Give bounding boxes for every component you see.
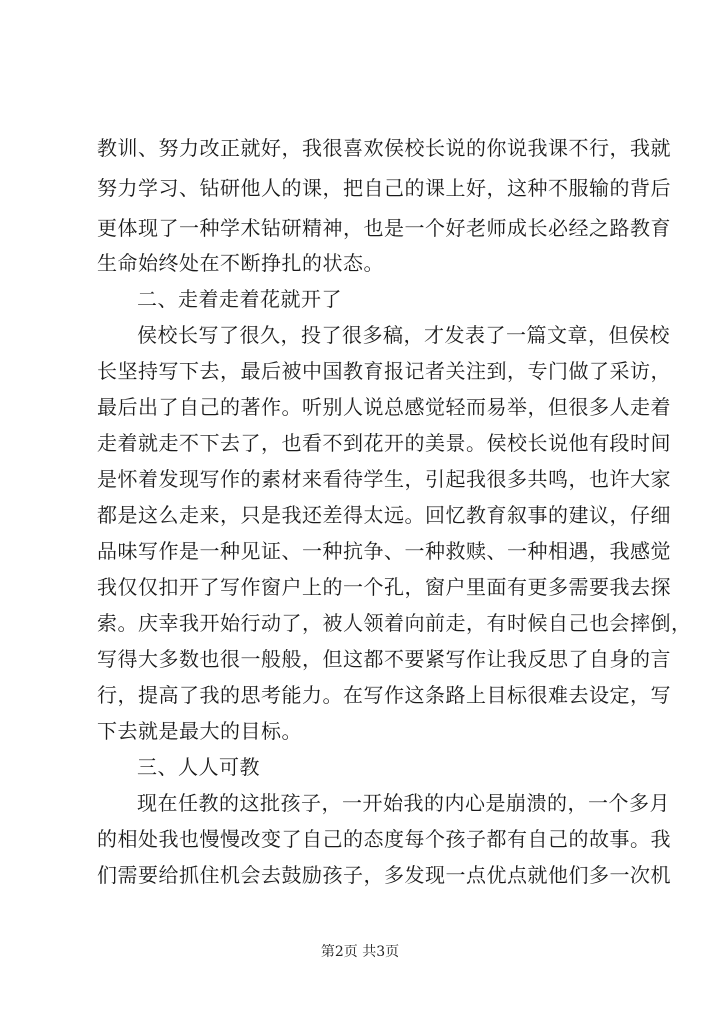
text-line: 最后出了自己的著作。听别人说总感觉轻而易举，但很多人走着: [97, 395, 671, 419]
section-heading: 三、人人可教: [137, 755, 260, 779]
text-line: 们需要给抓住机会去鼓励孩子，多发现一点优点就他们多一次机: [97, 863, 671, 887]
text-line: 我仅仅扣开了写作窗户上的一个孔，窗户里面有更多需要我去探: [97, 575, 671, 599]
text-line: 生命始终处在不断挣扎的状态。: [97, 251, 384, 275]
text-line: 都是这么走来，只是我还差得太远。回忆教育叙事的建议，仔细: [97, 503, 671, 527]
text-line: 的相处我也慢慢改变了自己的态度每个孩子都有自己的故事。我: [97, 827, 671, 851]
section-heading: 二、走着走着花就开了: [137, 287, 342, 311]
text-line: 更体现了一种学术钻研精神，也是一个好老师成长必经之路教育: [97, 216, 671, 240]
text-line: 走着就走不下去了，也看不到花开的美景。侯校长说他有段时间: [97, 431, 671, 455]
page-footer: 第2页 共3页: [320, 944, 400, 960]
text-line: 长坚持写下去，最后被中国教育报记者关注到，专门做了采访，: [97, 359, 671, 383]
text-line: 品味写作是一种见证、一种抗争、一种救赎、一种相遇，我感觉: [97, 539, 671, 563]
text-line: 写得大多数也很一般般，但这都不要紧写作让我反思了自身的言: [97, 647, 671, 671]
text-line: 行，提高了我的思考能力。在写作这条路上目标很难去设定，写: [97, 683, 671, 707]
text-line: 索。庆幸我开始行动了，被人领着向前走，有时候自己也会摔倒，: [97, 611, 692, 635]
text-line: 教训、努力改正就好，我很喜欢侯校长说的你说我课不行，我就: [97, 136, 671, 160]
paragraph-first-line: 侯校长写了很久，投了很多稿，才发表了一篇文章，但侯校: [137, 323, 670, 347]
paragraph-first-line: 现在任教的这批孩子，一开始我的内心是崩溃的，一个多月: [137, 791, 670, 815]
text-line: 努力学习、钻研他人的课，把自己的课上好，这种不服输的背后: [97, 176, 671, 200]
text-line: 下去就是最大的目标。: [97, 719, 302, 743]
text-line: 是怀着发现写作的素材来看待学生，引起我很多共鸣，也许大家: [97, 467, 671, 491]
